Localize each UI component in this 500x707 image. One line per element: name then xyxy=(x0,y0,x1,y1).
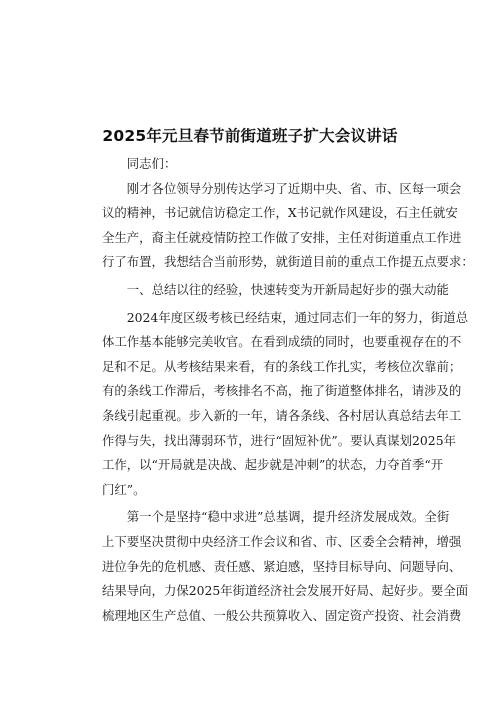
paragraph-line: 梳理地区生产总值、一般公共预算收入、固定资产投资、社会消费 xyxy=(102,607,462,623)
paragraph-1 xyxy=(102,177,474,275)
paragraph-line: 上下要坚决贯彻中央经济工作会议和省、市、区委全会精神，增强 xyxy=(102,533,462,549)
section-heading: 一、总结以往的经验，快速转变为开新局起好步的强大动能 xyxy=(126,281,449,297)
paragraph-line: 行了布置，我想结合当前形势，就街道目前的重点工作提五点要求： xyxy=(102,254,474,270)
document-body xyxy=(102,152,474,631)
paragraph-line: 体工作基本能够完美收官。在看到成绩的同时，也要重视存在的不 xyxy=(102,334,462,350)
paragraph-line: 进位争先的危机感、责任感、紧迫感，坚持目标导向、问题导向、 xyxy=(102,558,462,574)
greeting: 同志们： xyxy=(126,156,177,171)
paragraph-line: 门红”。 xyxy=(102,481,146,497)
paragraph-line: 第一个是坚持“稳中求进”总基调，提升经济发展成效。全街 xyxy=(102,509,450,525)
paragraph-line: 条线引起重视。步入新的一年，请各条线、各村居认真总结去年工 xyxy=(102,407,462,423)
paragraph-line: 全生产，裔主任就疫情防控工作做了安排，主任对街道重点工作进 xyxy=(102,229,462,245)
document-title: 2025年元旦春节前街道班子扩大会议讲话 xyxy=(102,127,398,145)
paragraph-line: 结果导向，力保2025年街道经济社会发展开好局、起好步。要全面 xyxy=(102,583,469,599)
paragraph-line: 2024年度区级考核已经结束，通过同志们一年的努力，街道总 xyxy=(102,309,469,325)
paragraph-line: 作得与失，找出薄弱环节，进行“固短补优”。要认真谋划2025年 xyxy=(102,432,456,448)
paragraph-line: 议的精神，书记就信访稳定工作，X书记就作风建设，石主任就安 xyxy=(102,205,458,221)
paragraph-2 xyxy=(102,306,469,503)
paragraph-line: 工作，以“开局就是决战、起步就是冲刺”的状态，力夺首季“开 xyxy=(102,457,444,473)
paragraph-line: 刚才各位领导分别传达学习了近期中央、省、市、区每一项会 xyxy=(102,180,462,196)
paragraph-3 xyxy=(102,505,469,628)
paragraph-line: 足和不足。从考核结果来看，有的条线工作扎实，考核位次靠前； xyxy=(102,358,462,374)
paragraph-line: 有的条线工作滞后，考核排名不高，拖了街道整体排名，请涉及的 xyxy=(102,383,462,399)
